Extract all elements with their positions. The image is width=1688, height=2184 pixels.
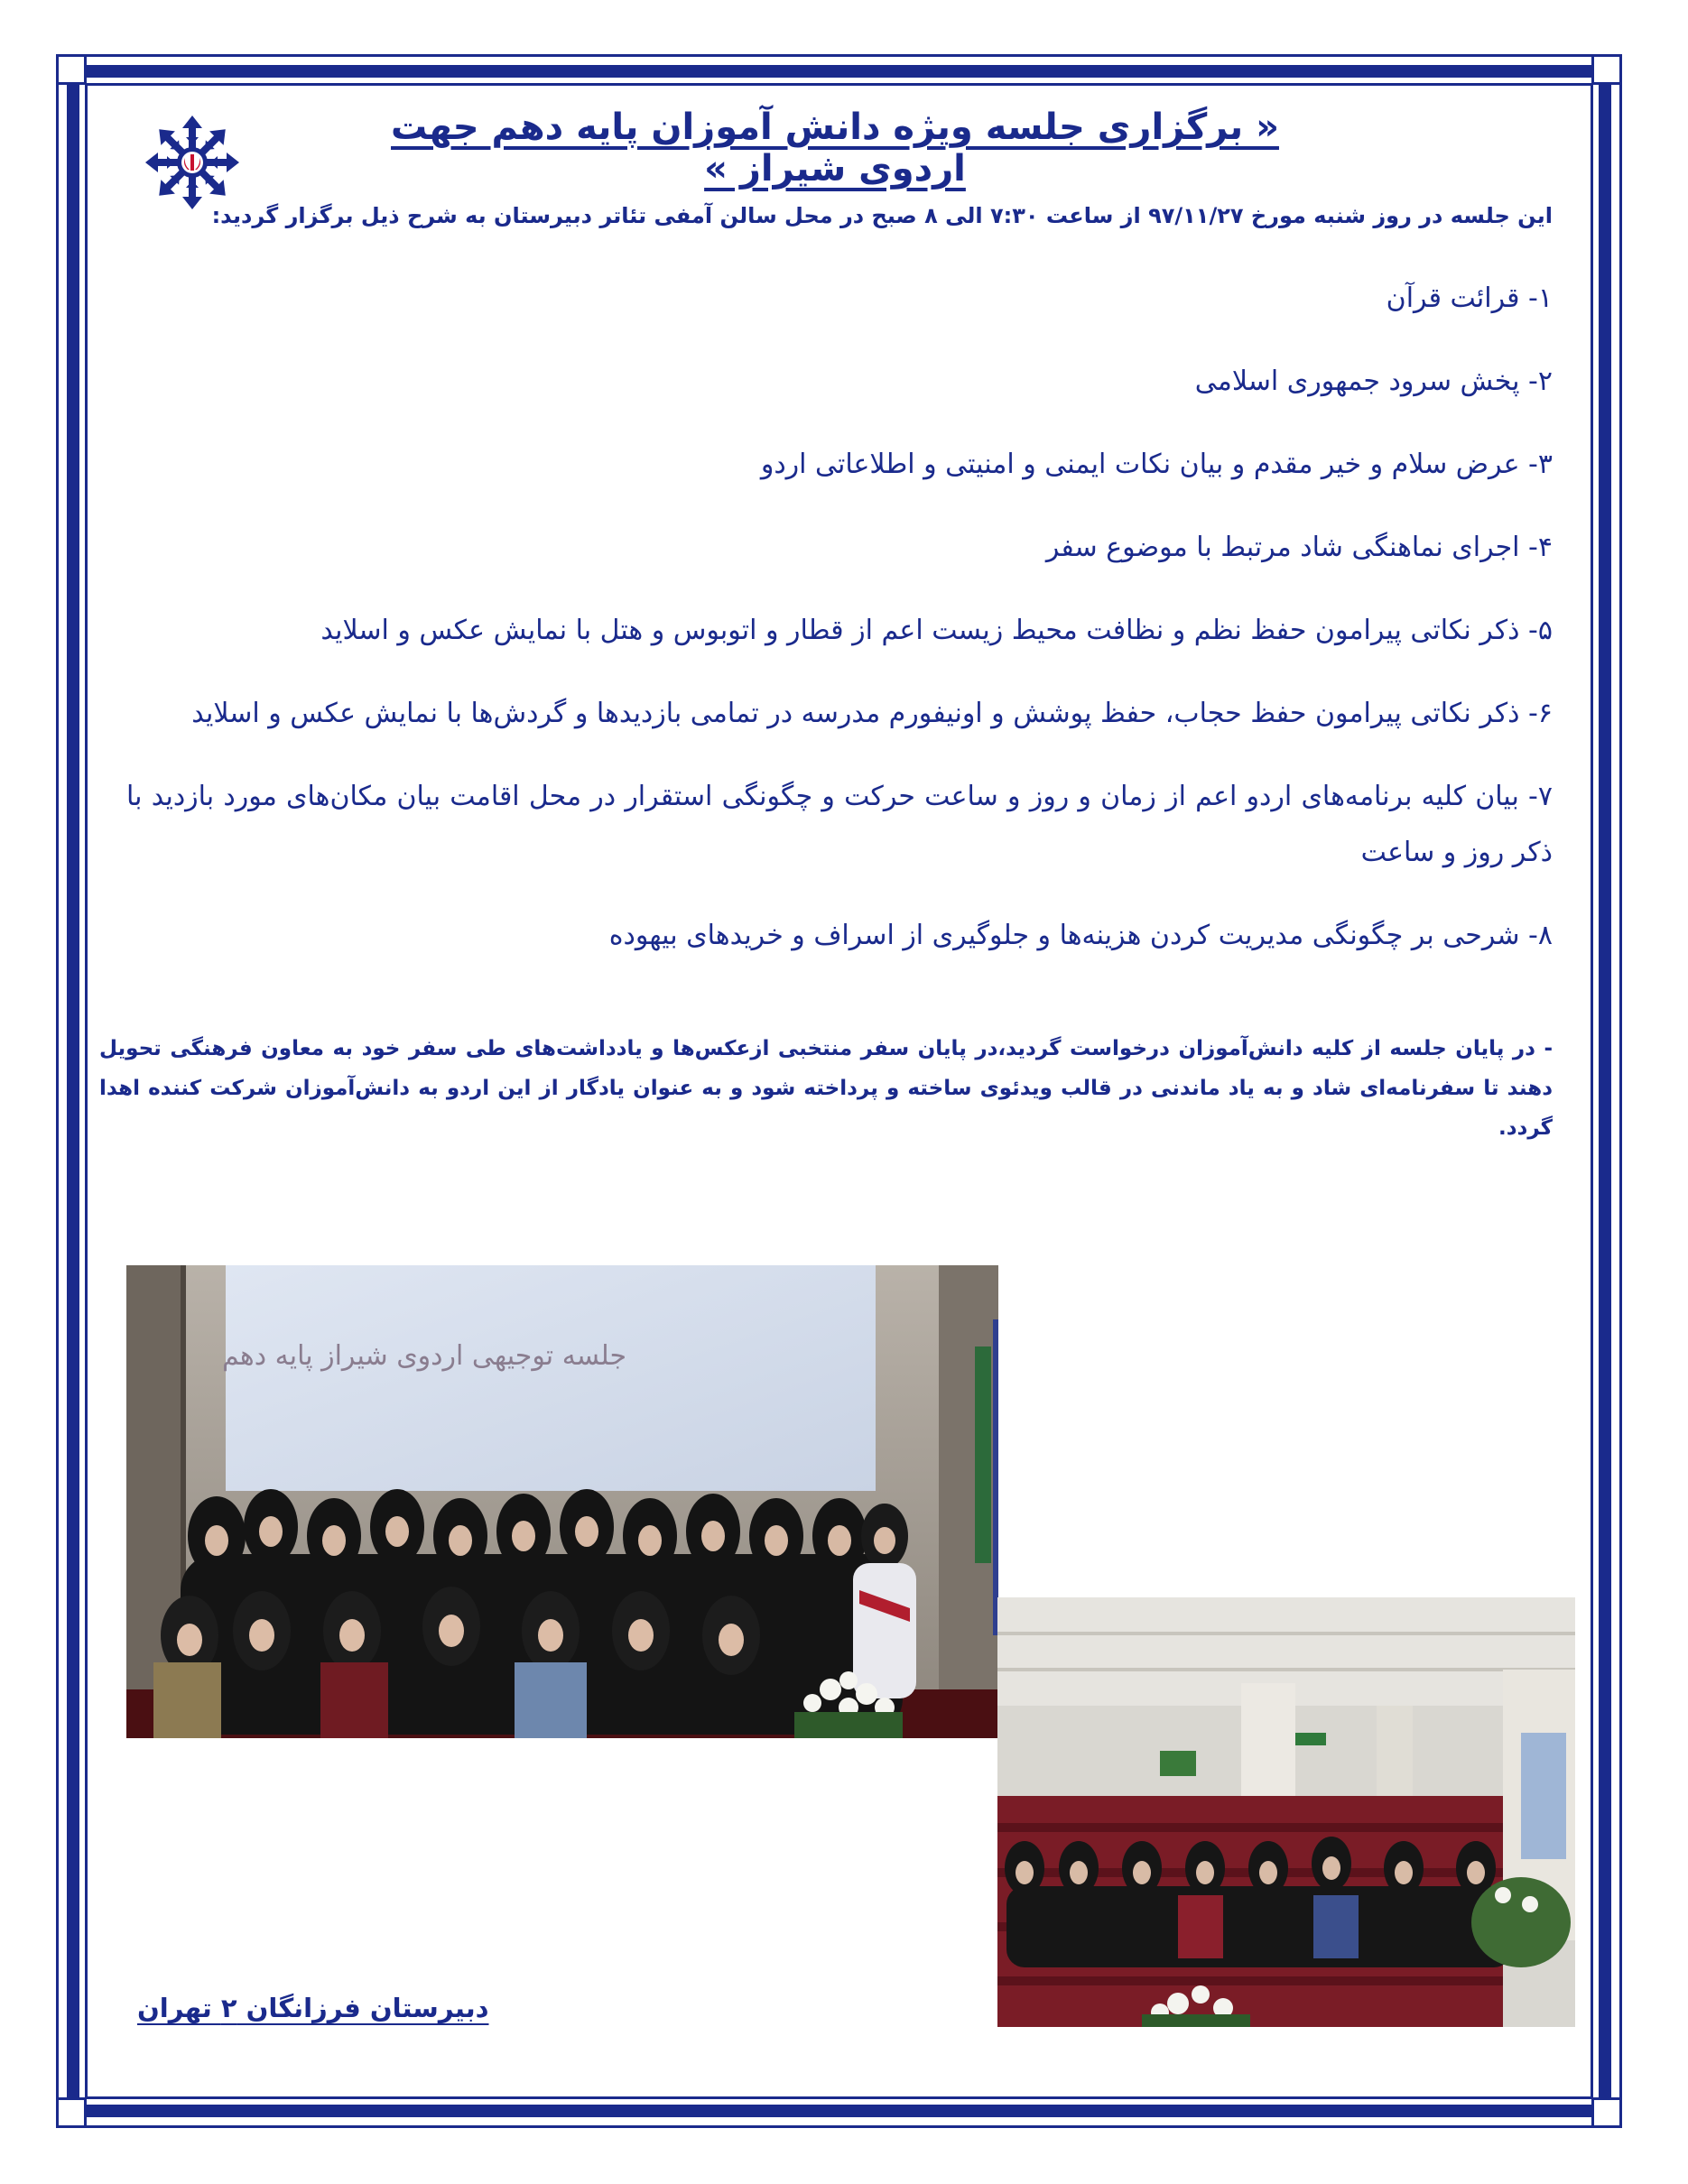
auditorium-photo	[997, 1597, 1575, 2027]
frame-corner-top-left	[56, 54, 87, 85]
list-item: ۶- ذکر نکاتی پیرامون حفظ حجاب، حفظ پوشش و اونیفورم مدرسه در تمامی بازدیدها و گردش‌ها با نمایش عکس و اسلاید	[191, 698, 1553, 729]
agenda-list	[126, 271, 1553, 991]
intro-paragraph: این جلسه در روز شنبه مورخ ۹۷/۱۱/۲۷ از ساعت ۷:۳۰ الی ۸ صبح در محل سالن آمفی تئاتر دبیرستان به شرح ذیل برگزار گردید:	[211, 203, 1553, 228]
slide-title: جلسه توجیهی اردوی شیراز پایه دهم	[221, 1340, 627, 1372]
list-item: ۲- پخش سرود جمهوری اسلامی	[1194, 366, 1553, 397]
list-item: ۸- شرحی بر چگونگی مدیریت کردن هزینه‌ها و جلوگیری از اسراف و خریدهای بیهوده	[608, 920, 1553, 951]
school-name: دبیرستان فرزانگان ۲ تهران	[137, 1993, 489, 2023]
frame-corner-bottom-right	[1591, 2097, 1622, 2128]
frame-corner-top-right	[1591, 54, 1622, 85]
page-title: « برگزاری جلسه ویژه دانش آموزان پایه دهم جهت اردوی شیراز »	[391, 106, 1279, 190]
list-item: ۵- ذکر نکاتی پیرامون حفظ نظم و نظافت محیط زیست اعم از قطار و اتوبوس و هتل با نمایش عکس و اسلاید	[320, 615, 1553, 646]
school-logo-icon	[143, 113, 242, 212]
group-photo	[126, 1265, 998, 1738]
list-item: ۱- قرائت قرآن	[1386, 282, 1553, 314]
closing-note: - در پایان جلسه از کلیه دانش‌آموزان درخواست گردید،در پایان سفر منتخبی ازعکس‌ها و یادداشت‌های طی سفر خود به معاون فرهنگی تحویل دهند تا سفرنامه‌ای شاد و به یاد ماندنی در قالب ویدئوی ساخته و پرداخته شود و به عنوان یادگار از این اردو به دانش‌آموزان شرکت کننده اهدا گردد.	[99, 1037, 1553, 1140]
frame-corner-bottom-left	[56, 2097, 87, 2128]
list-item: ۷- بیان کلیه برنامه‌های اردو اعم از زمان و روز و ساعت حرکت و چگونگی استقرار در محل اقامت بیان مکان‌های مورد بازدید با ذکر روز و ساعت	[126, 781, 1553, 868]
list-item: ۳- عرض سلام و خیر مقدم و بیان نکات ایمنی و امنیتی و اطلاعاتی اردو	[760, 449, 1553, 480]
list-item: ۴- اجرای نماهنگی شاد مرتبط با موضوع سفر	[1045, 532, 1553, 563]
